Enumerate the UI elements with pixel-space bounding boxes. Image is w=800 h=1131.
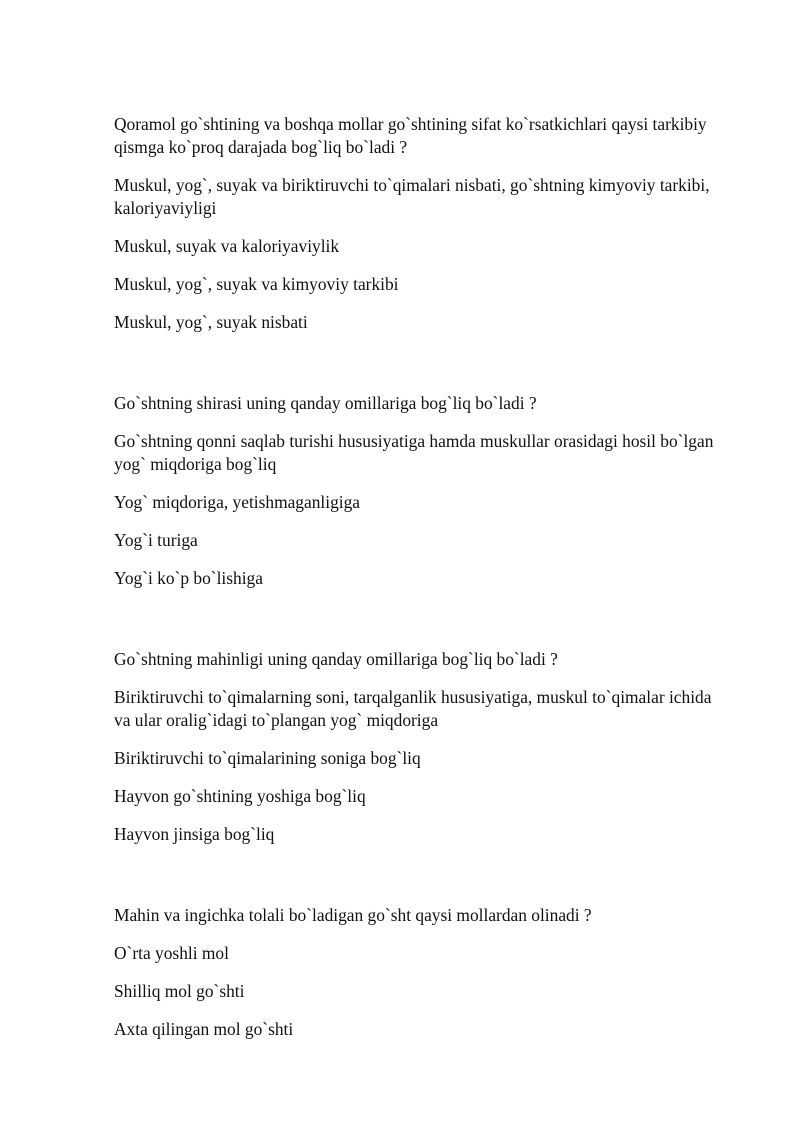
question-2-answer-1: Go`shtning qonni saqlab turishi hususiyatiga hamda muskullar orasidagi hosil bo`lgan yog` miqdoriga bog`liq <box>114 431 714 474</box>
question-4-text: Mahin va ingichka tolali bo`ladigan go`sht qaysi mollardan olinadi ? <box>114 905 592 925</box>
question-block-3 <box>114 648 724 846</box>
question-block-1 <box>114 113 724 334</box>
question-2-answer-3: Yog`i turiga <box>114 530 198 550</box>
question-1-text: Qoramol go`shtining va boshqa mollar go`shtining sifat ko`rsatkichlari qaysi tarkibiy qismga ko`proq darajada bog`liq bo`ladi ? <box>114 114 707 157</box>
question-4-answer-3: Axta qilingan mol go`shti <box>114 1019 294 1039</box>
question-1-answer-2: Muskul, suyak va kaloriyaviylik <box>114 236 340 256</box>
question-3-answer-2: Biriktiruvchi to`qimalarining soniga bog`liq <box>114 748 421 768</box>
question-block-2 <box>114 392 724 590</box>
question-3-text: Go`shtning mahinligi uning qanday omillariga bog`liq bo`ladi ? <box>114 649 558 669</box>
question-4-answer-2: Shilliq mol go`shti <box>114 981 245 1001</box>
question-4-answer-1: O`rta yoshli mol <box>114 943 229 963</box>
question-3-answer-1: Biriktiruvchi to`qimalarning soni, tarqalganlik hususiyatiga, muskul to`qimalar ichida va ular oralig`idagi to`plangan yog` miqdoriga <box>114 687 712 730</box>
question-1-answer-3: Muskul, yog`, suyak va kimyoviy tarkibi <box>114 274 399 294</box>
question-3-answer-4: Hayvon jinsiga bog`liq <box>114 824 275 844</box>
question-1-answer-4: Muskul, yog`, suyak nisbati <box>114 312 308 332</box>
question-2-text: Go`shtning shirasi uning qanday omillariga bog`liq bo`ladi ? <box>114 393 537 413</box>
question-1-answer-1: Muskul, yog`, suyak va biriktiruvchi to`qimalari nisbati, go`shtning kimyoviy tarkibi, kaloriyaviyligi <box>114 175 710 218</box>
question-3-answer-3: Hayvon go`shtining yoshiga bog`liq <box>114 786 366 806</box>
document-content <box>114 113 724 1099</box>
question-block-4 <box>114 904 724 1041</box>
question-2-answer-2: Yog` miqdoriga, yetishmaganligiga <box>114 492 361 512</box>
question-2-answer-4: Yog`i ko`p bo`lishiga <box>114 568 263 588</box>
